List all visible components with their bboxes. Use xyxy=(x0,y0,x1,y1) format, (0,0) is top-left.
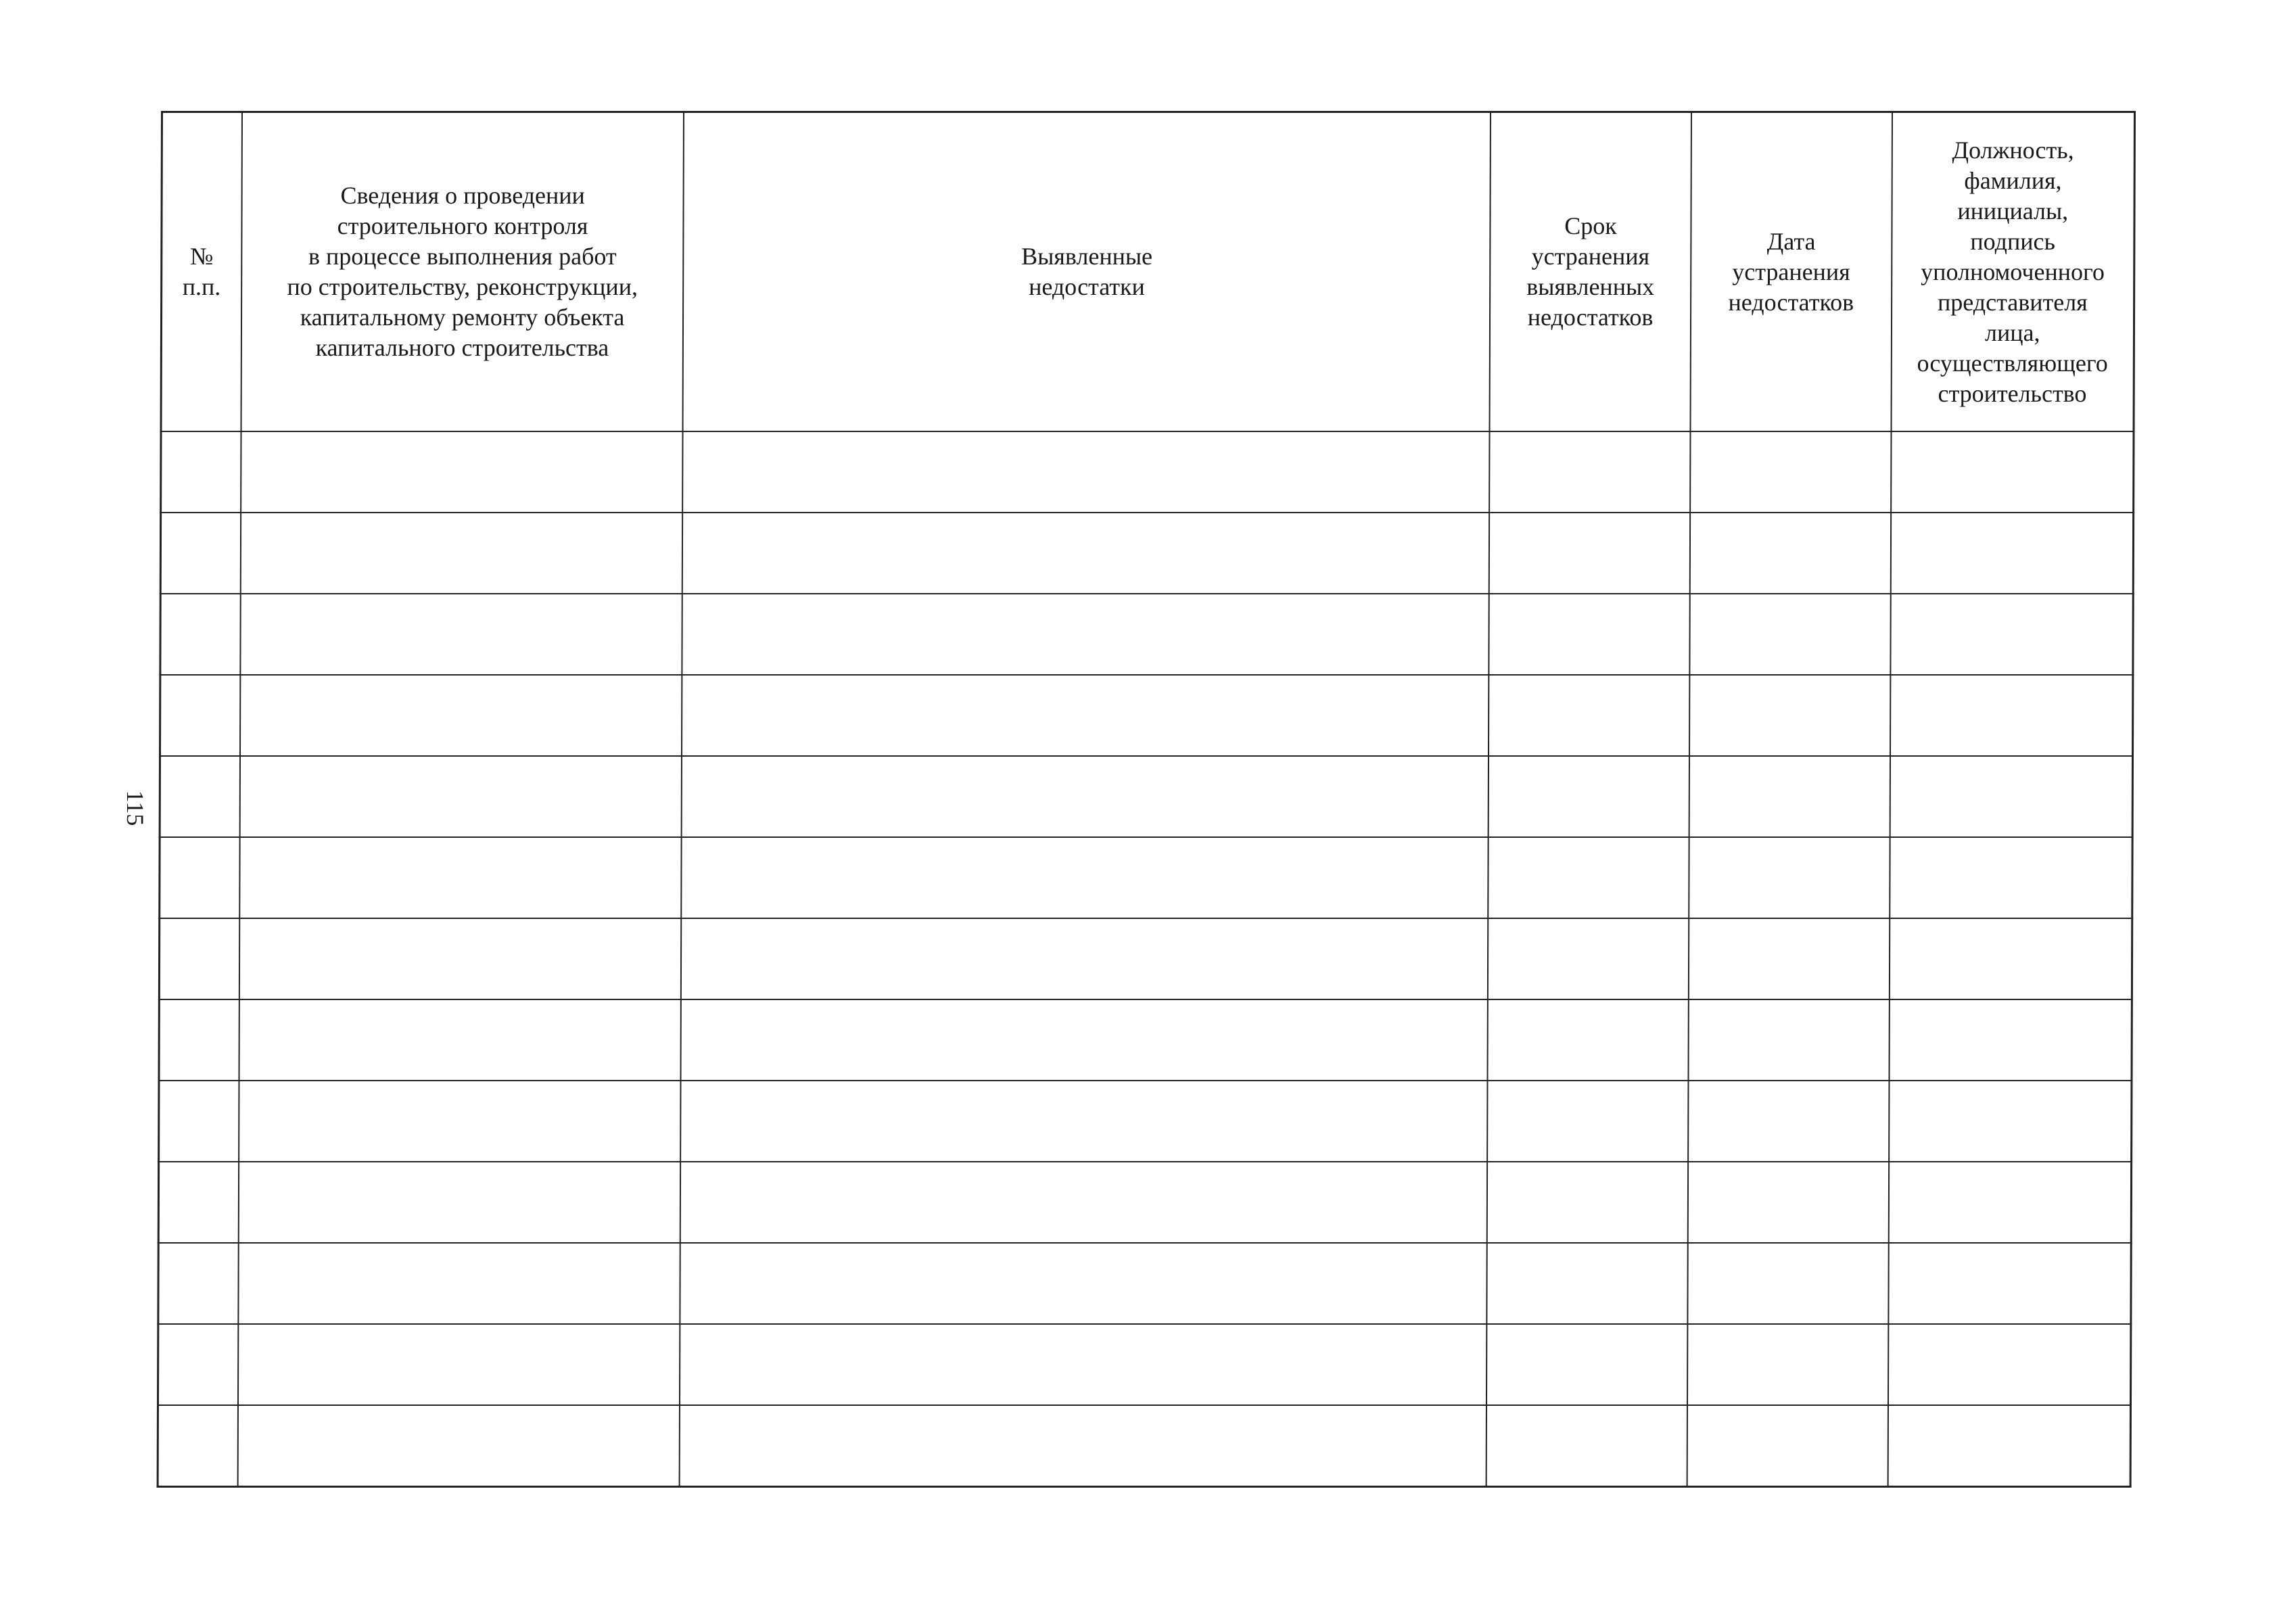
cell-elimination-date xyxy=(1687,1243,1888,1324)
cell-control-info xyxy=(241,431,683,513)
cell-number xyxy=(159,918,239,999)
cell-control-info xyxy=(239,1162,681,1243)
header-elimination-term: Срок устранения выявленных недостатков xyxy=(1490,112,1691,432)
cell-elimination-term xyxy=(1487,1162,1688,1243)
cell-defects xyxy=(682,675,1489,756)
header-control-info: Сведения о проведении строительного контроля в процессе выполнения работ по строительству, реконструкции, капитальному ремонту объекта капитального строительства xyxy=(241,112,684,432)
cell-control-info xyxy=(240,675,682,756)
cell-control-info xyxy=(238,1324,680,1405)
cell-elimination-term xyxy=(1488,999,1689,1081)
cell-number xyxy=(160,675,241,756)
cell-elimination-term xyxy=(1487,1081,1688,1162)
cell-number xyxy=(160,837,240,918)
header-representative-signature: Должность, фамилия, инициалы, подпись уполномоченного представителя лица, осуществляющего строительство xyxy=(1891,112,2134,432)
cell-number xyxy=(159,1081,239,1162)
cell-elimination-date xyxy=(1688,1162,1889,1243)
cell-control-info xyxy=(239,918,682,999)
table-row xyxy=(159,1081,2132,1162)
cell-elimination-term xyxy=(1486,1324,1687,1405)
cell-control-info xyxy=(239,999,681,1081)
cell-number xyxy=(160,756,240,837)
cell-elimination-date xyxy=(1689,837,1890,918)
cell-signature xyxy=(1889,999,2132,1081)
cell-signature xyxy=(1890,837,2132,918)
cell-defects xyxy=(680,1081,1487,1162)
table-row xyxy=(160,594,2133,675)
cell-defects xyxy=(680,1243,1487,1324)
cell-number xyxy=(158,1324,238,1405)
cell-defects xyxy=(680,1162,1487,1243)
cell-elimination-term xyxy=(1489,513,1690,594)
cell-number xyxy=(158,1162,239,1243)
table-row xyxy=(160,513,2133,594)
cell-control-info xyxy=(237,1405,680,1487)
table-row xyxy=(160,675,2133,756)
cell-elimination-date xyxy=(1689,756,1890,837)
cell-elimination-date xyxy=(1689,594,1890,675)
table-row xyxy=(160,756,2132,837)
cell-signature xyxy=(1890,513,2133,594)
cell-elimination-date xyxy=(1688,1081,1889,1162)
cell-defects xyxy=(682,594,1489,675)
table-row xyxy=(158,1162,2131,1243)
page-number: 115 xyxy=(122,790,149,826)
table-container xyxy=(157,111,2136,1474)
table-row xyxy=(159,999,2132,1081)
cell-elimination-date xyxy=(1689,918,1890,999)
cell-number xyxy=(158,1243,239,1324)
cell-control-info xyxy=(238,1243,680,1324)
cell-number xyxy=(160,594,241,675)
cell-signature xyxy=(1891,431,2134,513)
cell-elimination-term xyxy=(1489,756,1689,837)
cell-signature xyxy=(1888,1243,2131,1324)
cell-signature xyxy=(1890,675,2133,756)
cell-control-info xyxy=(241,513,683,594)
table-row xyxy=(158,1243,2131,1324)
cell-signature xyxy=(1888,1324,2131,1405)
cell-signature xyxy=(1888,1405,2130,1487)
cell-defects xyxy=(680,1405,1486,1487)
cell-elimination-term xyxy=(1487,1243,1688,1324)
cell-number xyxy=(158,1405,238,1487)
cell-signature xyxy=(1890,756,2132,837)
construction-control-table xyxy=(157,111,2136,1488)
cell-elimination-date xyxy=(1688,999,1889,1081)
cell-elimination-term xyxy=(1489,594,1690,675)
cell-defects xyxy=(681,918,1488,999)
table-row xyxy=(161,431,2134,513)
cell-defects xyxy=(680,1324,1486,1405)
cell-defects xyxy=(682,756,1489,837)
cell-elimination-date xyxy=(1687,1324,1888,1405)
cell-control-info xyxy=(240,594,682,675)
cell-elimination-date xyxy=(1690,513,1891,594)
cell-defects xyxy=(681,999,1488,1081)
header-elimination-date: Дата устранения недостатков xyxy=(1690,112,1892,432)
cell-number xyxy=(159,999,239,1081)
cell-elimination-term xyxy=(1489,675,1689,756)
cell-elimination-date xyxy=(1689,675,1890,756)
cell-control-info xyxy=(239,837,682,918)
cell-elimination-date xyxy=(1690,431,1891,513)
cell-number xyxy=(161,431,241,513)
cell-signature xyxy=(1889,918,2132,999)
cell-defects xyxy=(682,837,1489,918)
cell-defects xyxy=(682,513,1489,594)
cell-signature xyxy=(1889,1081,2132,1162)
cell-elimination-term xyxy=(1488,837,1689,918)
cell-control-info xyxy=(239,1081,681,1162)
cell-signature xyxy=(1890,594,2133,675)
table-body xyxy=(158,431,2134,1487)
table-row xyxy=(158,1324,2130,1405)
header-defects: Выявленные недостатки xyxy=(683,112,1491,432)
table-row xyxy=(159,918,2132,999)
table-row xyxy=(160,837,2132,918)
cell-number xyxy=(160,513,241,594)
cell-control-info xyxy=(239,756,682,837)
cell-defects xyxy=(682,431,1489,513)
cell-elimination-term xyxy=(1489,431,1690,513)
table-header xyxy=(161,112,2134,432)
cell-elimination-term xyxy=(1486,1405,1687,1487)
cell-signature xyxy=(1888,1162,2131,1243)
header-number: № п.п. xyxy=(161,112,242,432)
cell-elimination-term xyxy=(1488,918,1689,999)
cell-elimination-date xyxy=(1687,1405,1888,1487)
header-row xyxy=(161,112,2134,432)
table-row xyxy=(158,1405,2130,1487)
